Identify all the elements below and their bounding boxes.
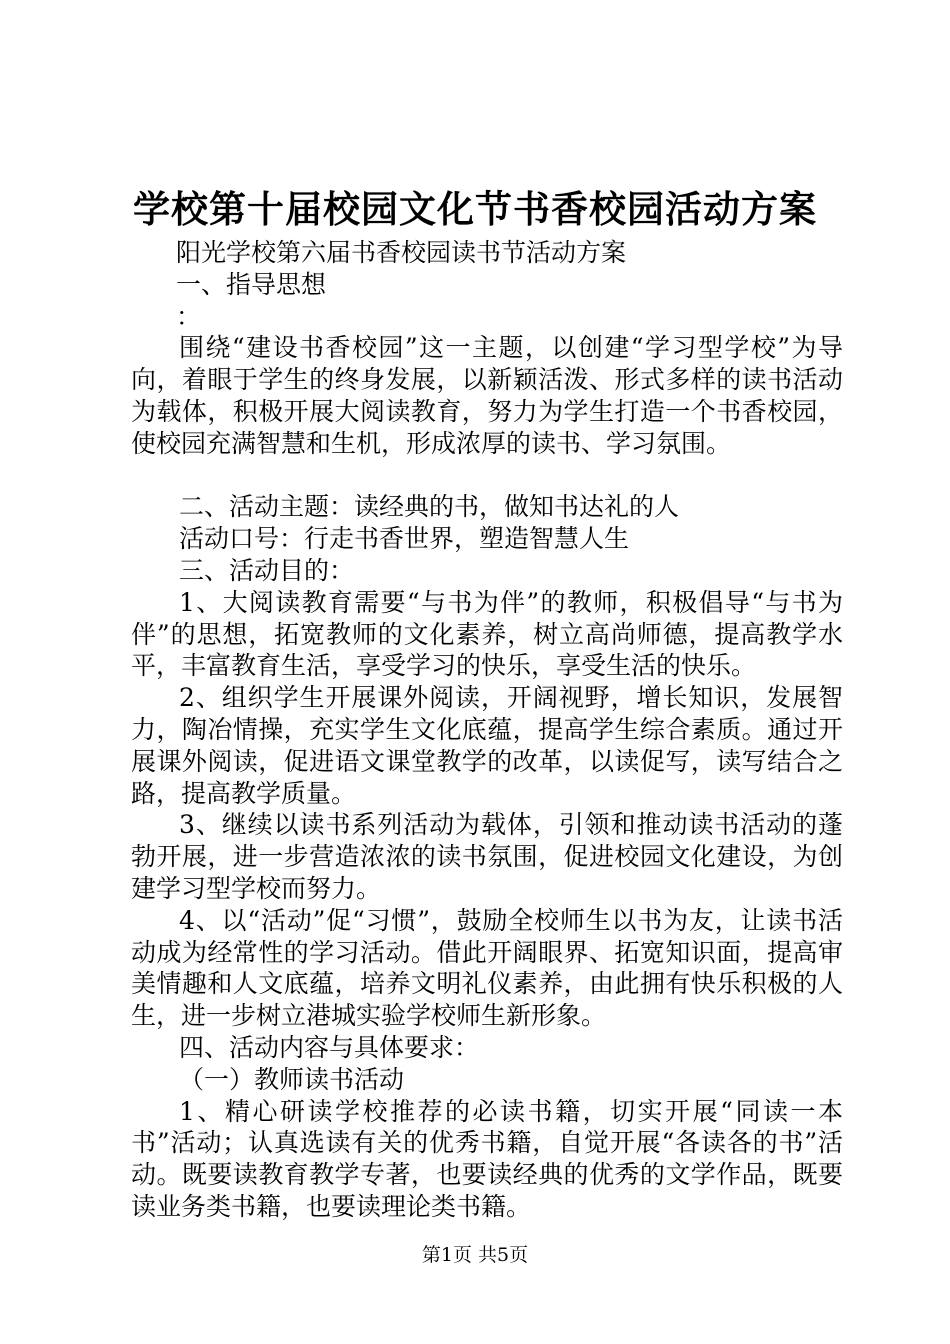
- section3-heading: 三、活动目的：: [179, 555, 355, 585]
- document-title: 学校第十届校园文化节书香校园活动方案: [133, 187, 817, 231]
- section1-colon: ：: [176, 301, 202, 331]
- item-1-paragraph: 1、精心研读学校推荐的必读书籍，切实开展“同读一本书”活动；认真选读有关的优秀书籍，自觉开展“各读各的书”活动。既要读教育教学专著，也要读经典的优秀的文学作品，既要读业务类书籍，也要读理论类书籍。: [131, 1096, 843, 1221]
- section1-paragraph: 围绕“建设书香校园”这一主题，以创建“学习型学校”为导向，着眼于学生的终身发展，以新颖活泼、形式多样的读书活动为载体，积极开展大阅读教育，努力为学生打造一个书香校园，使校园充满智慧和生机，形成浓厚的读书、学习氛围。: [131, 333, 843, 458]
- section2-heading: 二、活动主题：读经典的书，做知书达礼的人: [179, 492, 680, 522]
- section1-heading: 一、指导思想: [176, 269, 327, 299]
- paragraph-gap: [131, 460, 843, 492]
- page-footer: 第1页 共5页: [421, 1244, 529, 1266]
- goal-2-paragraph: 2、组织学生开展课外阅读，开阔视野，增长知识，发展智力，陶冶情操，充实学生文化底蕴，提高学生综合素质。通过开展课外阅读，促进语文课堂教学的改革，以读促写，读写结合之路，提高教学质量。: [131, 683, 843, 808]
- subsection1-heading: （一）教师读书活动: [179, 1064, 405, 1094]
- subtitle: 阳光学校第六届书香校园读书节活动方案: [176, 238, 627, 267]
- section4-heading: 四、活动内容与具体要求：: [179, 1032, 480, 1062]
- goal-4-paragraph: 4、以“活动”促“习惯”，鼓励全校师生以书为友，让读书活动成为经常性的学习活动。借此开阔眼界、拓宽知识面，提高审美情趣和人文底蕴，培养文明礼仪素养，由此拥有快乐积极的人生，进一步树立港城实验学校师生新形象。: [131, 905, 843, 1031]
- goal-3-paragraph: 3、继续以读书系列活动为载体，引领和推动读书活动的蓬勃开展，进一步营造浓浓的读书氛围，促进校园文化建设，为创建学习型学校而努力。: [131, 810, 843, 903]
- slogan: 活动口号：行走书香世界，塑造智慧人生: [179, 524, 630, 554]
- document-body: [131, 237, 843, 1223]
- goal-1-paragraph: 1、大阅读教育需要“与书为伴”的教师，积极倡导“与书为伴”的思想，拓宽教师的文化素养，树立高尚师德，提高教学水平，丰富教育生活，享受学习的快乐，享受生活的快乐。: [131, 587, 843, 681]
